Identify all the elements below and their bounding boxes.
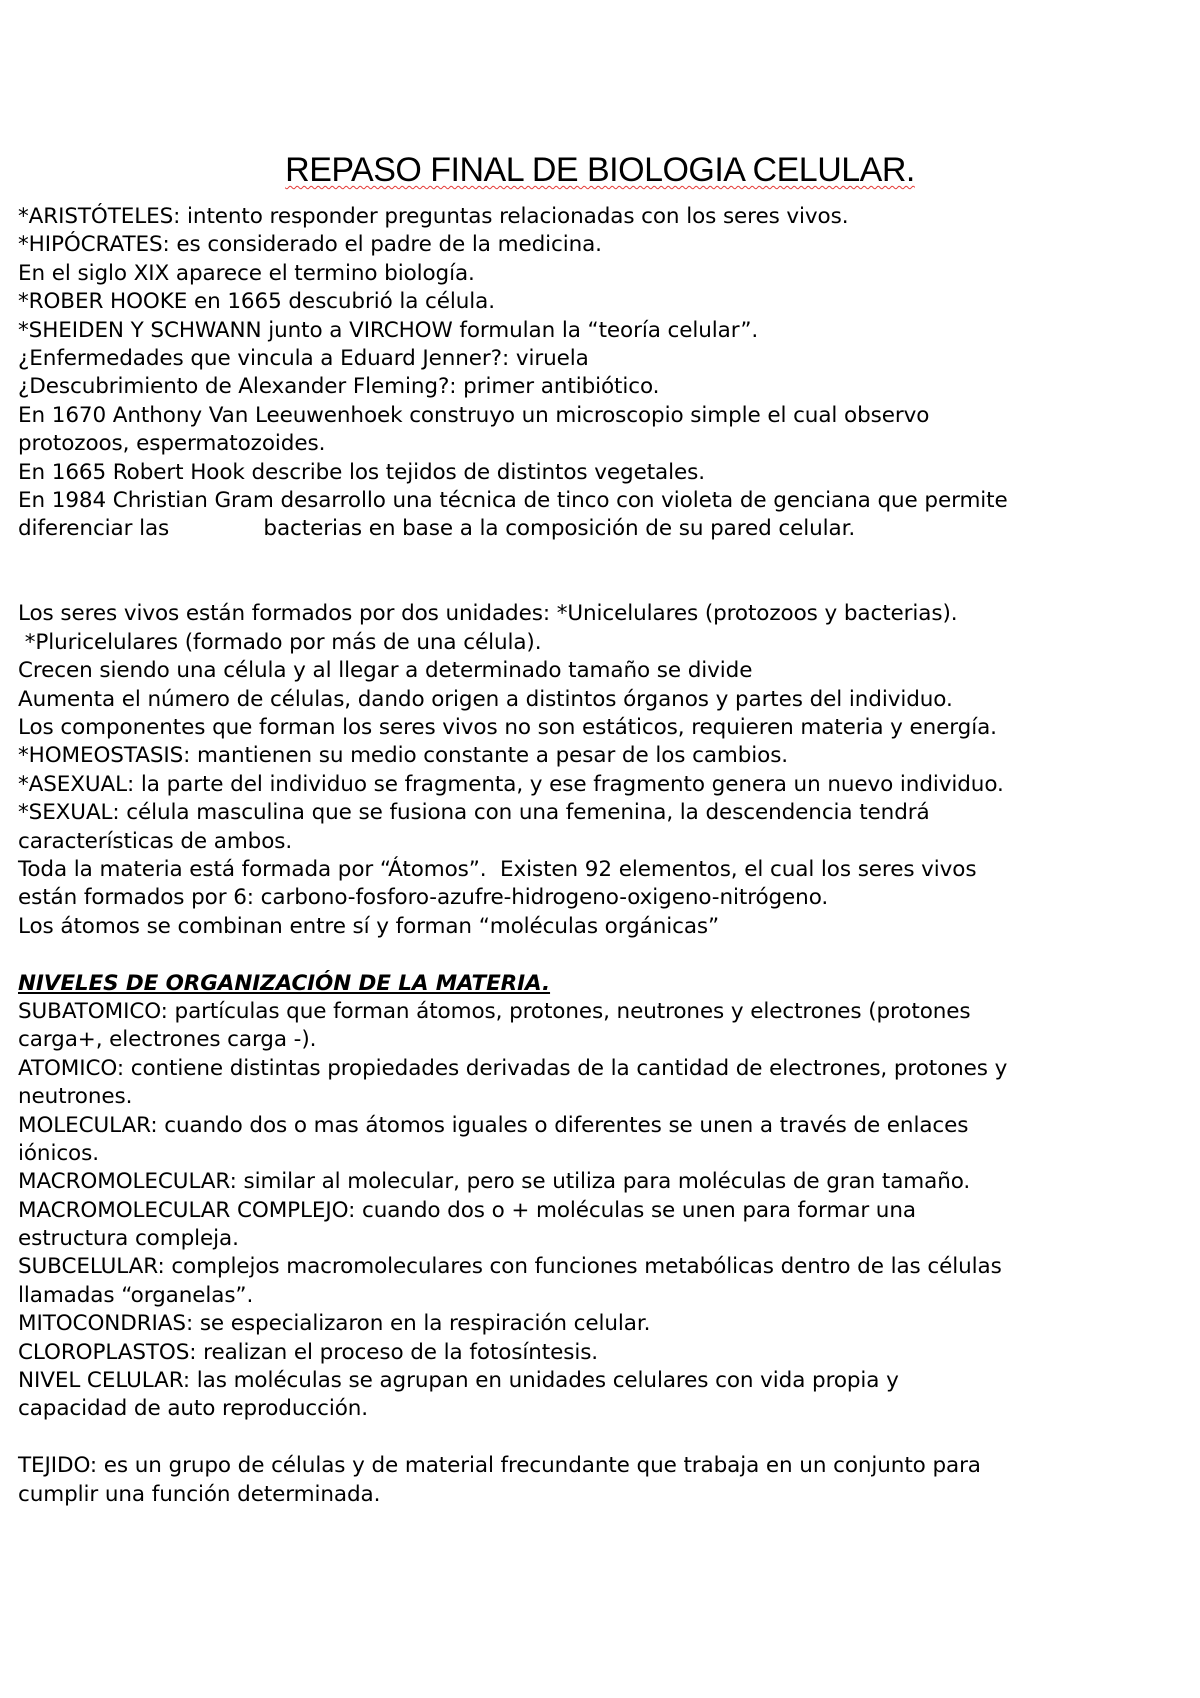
text-line: En 1670 Anthony Van Leeuwenhoek construyo un microscopio simple el cual observo: [18, 402, 930, 428]
paragraph-history: [18, 203, 1188, 544]
text-line: están formados por 6: carbono-fosforo-azufre-hidrogeno-oxigeno-nitrógeno.: [18, 885, 829, 911]
text-line: ¿Enfermedades que vincula a Eduard Jenner?: viruela: [18, 345, 589, 371]
text-line: MACROMOLECULAR COMPLEJO: cuando dos o + moléculas se unen para formar una: [18, 1197, 916, 1223]
text-line: iónicos.: [18, 1140, 99, 1166]
text-line: carga+, electrones carga -).: [18, 1027, 317, 1053]
text-line: cumplir una función determinada.: [18, 1481, 381, 1507]
text-line: ATOMICO: contiene distintas propiedades derivadas de la cantidad de electrones, protones y: [18, 1055, 1008, 1081]
text-line: MACROMOLECULAR: similar al molecular, pero se utiliza para moléculas de gran tamaño.: [18, 1169, 971, 1195]
text-line: *ROBER HOOKE en 1665 descubrió la célula.: [18, 289, 495, 315]
text-line: *ASEXUAL: la parte del individuo se fragmenta, y ese fragmento genera un nuevo individuo.: [18, 771, 1004, 797]
text-line: SUBCELULAR: complejos macromoleculares con funciones metabólicas dentro de las células: [18, 1254, 1002, 1280]
text-line: llamadas “organelas”.: [18, 1282, 254, 1308]
text-line: *HOMEOSTASIS: mantienen su medio constante a pesar de los cambios.: [18, 743, 789, 769]
paragraph-tissue: [18, 1452, 1188, 1509]
paragraph-living-beings: [18, 600, 1188, 941]
text-line: *SEXUAL: célula masculina que se fusiona con una femenina, la descendencia tendrá: [18, 800, 930, 826]
text-line: diferenciar las bacterias en base a la composición de su pared celular.: [18, 516, 856, 542]
text-line: Los átomos se combinan entre sí y forman “moléculas orgánicas”: [18, 913, 720, 939]
text-line: Toda la materia está formada por “Átomos”. Existen 92 elementos, el cual los seres vivos: [18, 857, 977, 882]
text-line: NIVEL CELULAR: las moléculas se agrupan en unidades celulares con vida propia y: [18, 1368, 899, 1394]
blank-space: [18, 1424, 1188, 1452]
section-heading: NIVELES DE ORGANIZACIÓN DE LA MATERIA.: [18, 970, 551, 996]
text-line: estructura compleja.: [18, 1226, 239, 1252]
text-line: *ARISTÓTELES: intento responder preguntas relacionadas con los seres vivos.: [18, 204, 849, 229]
text-line: Crecen siendo una célula y al llegar a determinado tamaño se divide: [18, 658, 753, 684]
text-line: *Pluricelulares (formado por más de una célula).: [18, 629, 542, 655]
text-line: Los seres vivos están formados por dos unidades: *Unicelulares (protozoos y bacterias).: [18, 601, 958, 627]
text-line: En 1665 Robert Hook describe los tejidos de distintos vegetales.: [18, 459, 705, 485]
text-line: MOLECULAR: cuando dos o mas átomos iguales o diferentes se unen a través de enlaces: [18, 1112, 969, 1138]
text-line: *SHEIDEN Y SCHWANN junto a VIRCHOW formulan la “teoría celular”.: [18, 317, 759, 343]
document-body: [18, 203, 1188, 1509]
text-line: Los componentes que forman los seres vivos no son estáticos, requieren materia y energía.: [18, 715, 997, 741]
text-line: TEJIDO: es un grupo de células y de material frecundante que trabaja en un conjunto para: [18, 1453, 981, 1479]
text-line: En 1984 Christian Gram desarrollo una técnica de tinco con violeta de genciana que permite: [18, 487, 1008, 513]
text-line: En el siglo XIX aparece el termino biología.: [18, 260, 475, 286]
text-line: *HIPÓCRATES: es considerado el padre de la medicina.: [18, 232, 602, 258]
blank-space: [18, 941, 1188, 969]
document-title: REPASO FINAL DE BIOLOGIA CELULAR.: [285, 151, 915, 189]
blank-space: [18, 544, 1188, 601]
text-line: MITOCONDRIAS: se especializaron en la respiración celular.: [18, 1311, 651, 1337]
text-line: protozoos, espermatozoides.: [18, 431, 326, 457]
paragraph-organization-levels: [18, 998, 1188, 1424]
text-line: SUBATOMICO: partículas que forman átomos, protones, neutrones y electrones (protones: [18, 998, 971, 1024]
text-line: características de ambos.: [18, 828, 293, 854]
text-line: CLOROPLASTOS: realizan el proceso de la fotosíntesis.: [18, 1339, 599, 1365]
text-line: neutrones.: [18, 1084, 133, 1110]
text-line: capacidad de auto reproducción.: [18, 1396, 369, 1422]
text-line: ¿Descubrimiento de Alexander Fleming?: primer antibiótico.: [18, 374, 660, 400]
text-line: Aumenta el número de células, dando origen a distintos órganos y partes del individuo.: [18, 686, 953, 712]
